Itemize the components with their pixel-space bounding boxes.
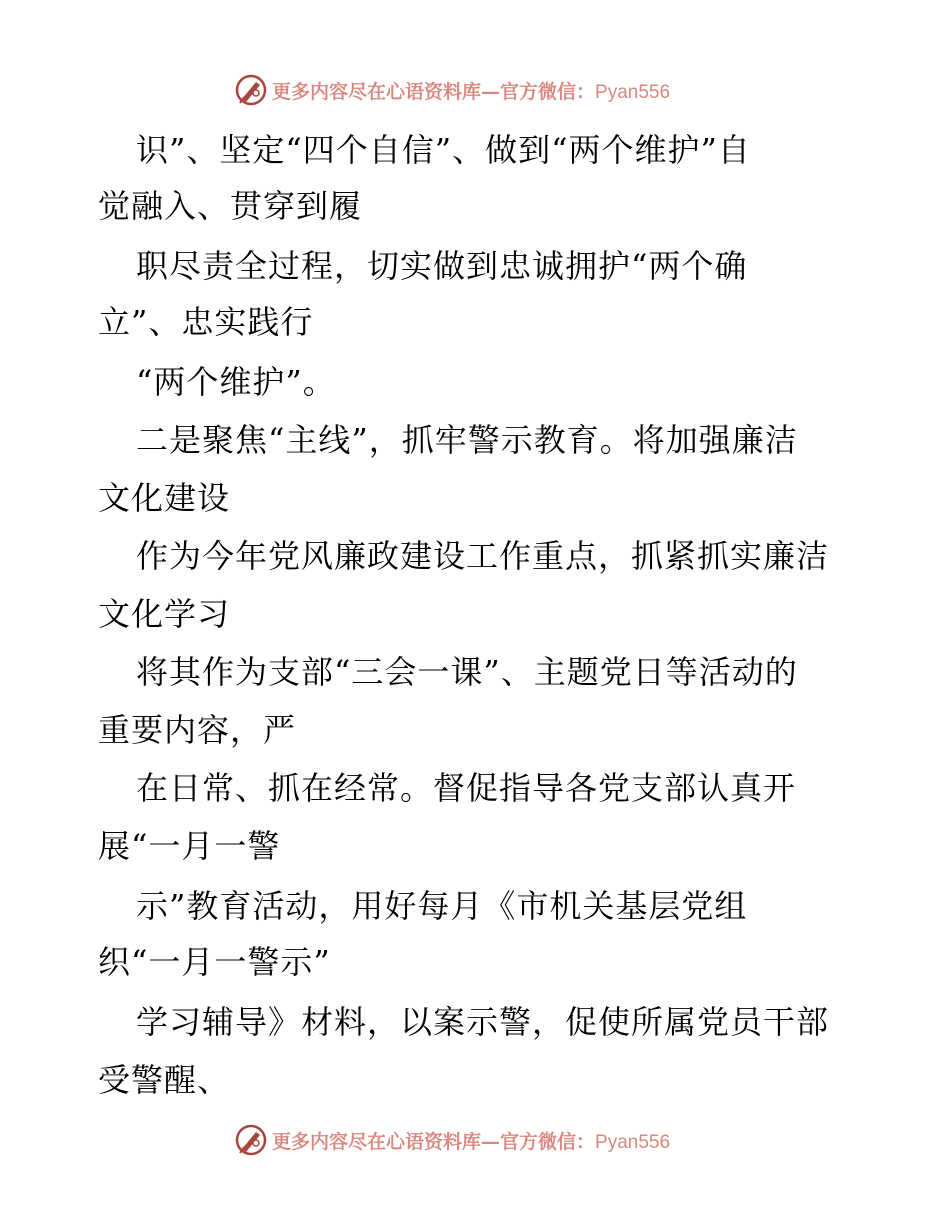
body-line: 织“一月一警示” <box>98 943 331 981</box>
body-line: 展“一月一警 <box>98 827 281 865</box>
body-line: 文化学习 <box>98 595 231 633</box>
body-line: 示”教育活动，用好每月《市机关基层党组 <box>136 887 748 925</box>
footer-banner <box>234 1122 670 1158</box>
pen-seal-icon <box>234 73 268 107</box>
header-banner-text: 更多内容尽在心语资料库—官方微信：Pyan556 <box>272 80 671 103</box>
body-line: 在日常、抓在经常。督促指导各党支部认真开 <box>136 769 797 807</box>
body-line: 立”、忠实践行 <box>98 303 314 341</box>
body-line: 受警醒、 <box>98 1061 231 1099</box>
body-line: “两个维护”。 <box>136 363 336 401</box>
footer-wechat-id: Pyan556 <box>595 1131 671 1153</box>
body-line: 文化建设 <box>98 479 231 517</box>
body-line: 二是聚焦“主线”，抓牢警示教育。将加强廉洁 <box>136 421 798 459</box>
body-line: 识”、坚定“四个自信”、做到“两个维护”自 <box>136 131 751 169</box>
body-line: 学习辅导》材料，以案示警，促使所属党员干部 <box>136 1003 830 1041</box>
pen-seal-icon <box>234 1123 268 1157</box>
footer-banner-text: 更多内容尽在心语资料库—官方微信：Pyan556 <box>272 1130 671 1153</box>
body-line: 作为今年党风廉政建设工作重点，抓紧抓实廉洁 <box>136 537 830 575</box>
body-line: 将其作为支部“三会一课”、主题党日等活动的 <box>136 653 798 691</box>
body-line: 重要内容，严 <box>98 711 297 749</box>
header-banner <box>234 72 670 108</box>
body-line: 职尽责全过程，切实做到忠诚拥护“两个确 <box>136 247 748 285</box>
body-line: 觉融入、贯穿到履 <box>98 187 363 225</box>
header-wechat-id: Pyan556 <box>595 81 671 103</box>
